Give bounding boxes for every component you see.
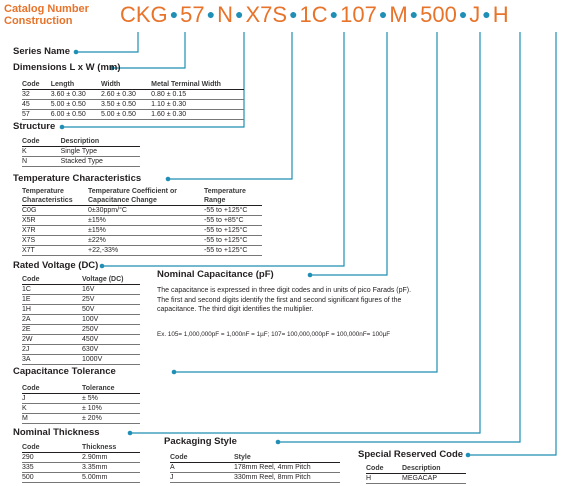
table-row <box>170 463 340 473</box>
table-cell: 1.60 ± 0.30 <box>151 110 244 120</box>
nominal-capacitance-example: Ex. 105= 1,000,000pF = 1,000nF = 1µF; 107= 100,000,000pF = 100,000nF= 100µF <box>157 331 391 338</box>
code-tolerance: M <box>389 2 408 27</box>
code-thickness: 500 <box>420 2 457 27</box>
dimensions-header-terminal: Metal Terminal Width <box>151 80 244 90</box>
connector-special <box>468 32 556 455</box>
temperature-header-coefficient: Temperature Coefficient or Capacitance Change <box>88 187 204 206</box>
table-row <box>22 226 262 236</box>
table-cell: ± 5% <box>82 394 140 404</box>
table-cell: X5R <box>22 216 88 226</box>
tolerance-header-value: Tolerance <box>82 384 140 394</box>
table-cell: 57 <box>22 110 51 120</box>
code-voltage: 1C <box>299 2 328 27</box>
table-cell: 2J <box>22 345 82 355</box>
table-cell: 1C <box>22 285 82 295</box>
temperature-header-range: Temperature Range <box>204 187 262 206</box>
dimensions-header-width: Width <box>101 80 151 90</box>
table-row <box>22 404 140 414</box>
header-title-line1: Catalog Number <box>4 3 89 15</box>
code-packaging: J <box>469 2 481 27</box>
table-row <box>22 305 140 315</box>
table-cell: 450V <box>82 335 140 345</box>
table-row <box>22 147 140 157</box>
table-cell: 25V <box>82 295 140 305</box>
table-cell: 50V <box>82 305 140 315</box>
table-cell: ±15% <box>88 216 204 226</box>
separator-dot-icon: ● <box>409 6 419 23</box>
separator-dot-icon: ● <box>378 6 388 23</box>
table-cell: 1000V <box>82 355 140 365</box>
table-cell: 1H <box>22 305 82 315</box>
packaging-table <box>170 453 340 483</box>
table-cell: 178mm Reel, 4mm Pitch <box>234 463 340 473</box>
table-cell: 630V <box>82 345 140 355</box>
dimensions-table <box>22 80 244 120</box>
special-code-title: Special Reserved Code <box>358 449 464 460</box>
separator-dot-icon: ● <box>482 6 491 23</box>
nominal-capacitance-title: Nominal Capacitance (pF) <box>157 269 274 280</box>
separator-dot-icon: ● <box>329 6 339 23</box>
table-row <box>22 90 244 100</box>
dimensions-header-code: Code <box>22 80 51 90</box>
table-cell: 250V <box>82 325 140 335</box>
table-row <box>366 474 466 484</box>
table-cell: 335 <box>22 463 82 473</box>
voltage-header-code: Code <box>22 275 82 285</box>
table-cell: H <box>366 474 402 484</box>
connector-dimension <box>112 32 185 68</box>
special-header-code: Code <box>366 464 402 474</box>
connector-end-dot <box>308 273 313 278</box>
separator-dot-icon: ● <box>458 6 468 23</box>
cap-tolerance-table <box>22 384 140 424</box>
table-cell: K <box>22 147 61 157</box>
table-cell: 0.80 ± 0.15 <box>151 90 244 100</box>
packaging-header-code: Code <box>170 453 234 463</box>
connector-end-dot <box>60 125 65 130</box>
table-row <box>22 157 140 167</box>
table-row <box>22 246 262 256</box>
connector-end-dot <box>466 453 471 458</box>
temperature-title: Temperature Characteristics <box>13 173 142 184</box>
table-row <box>22 236 262 246</box>
temperature-header-characteristics: Temperature Characteristics <box>22 187 88 206</box>
table-cell: ±15% <box>88 226 204 236</box>
table-row <box>22 206 262 216</box>
table-cell: 16V <box>82 285 140 295</box>
series-name-title: Series Name <box>13 46 71 57</box>
table-cell: MEGACAP <box>402 474 466 484</box>
table-row <box>22 325 140 335</box>
table-cell: 45 <box>22 100 51 110</box>
table-cell: -55 to +125°C <box>204 246 262 256</box>
table-cell: 6.00 ± 0.50 <box>51 110 101 120</box>
table-cell: C0G <box>22 206 88 216</box>
table-cell: ± 20% <box>82 414 140 424</box>
separator-dot-icon: ● <box>289 6 298 23</box>
packaging-title: Packaging Style <box>164 436 237 447</box>
code-temperature: X7S <box>245 2 288 27</box>
table-cell: 2E <box>22 325 82 335</box>
table-cell: K <box>22 404 82 414</box>
header-title-line2: Construction <box>4 15 73 27</box>
packaging-header-style: Style <box>234 453 340 463</box>
table-row <box>22 453 140 463</box>
table-cell: ±22% <box>88 236 204 246</box>
separator-dot-icon: ● <box>206 6 216 23</box>
table-row <box>22 295 140 305</box>
table-cell: Single Type <box>61 147 140 157</box>
special-code-table <box>366 464 466 484</box>
connector-packaging <box>278 32 520 442</box>
table-cell: 3.35mm <box>82 463 140 473</box>
table-cell: 5.00 ± 0.50 <box>51 100 101 110</box>
table-cell: 32 <box>22 90 51 100</box>
code-structure: N <box>217 2 233 27</box>
table-cell: X7R <box>22 226 88 236</box>
dimensions-title: Dimensions L x W (mm) <box>13 62 121 73</box>
table-cell: 3A <box>22 355 82 365</box>
code-series: CKG <box>120 2 168 27</box>
table-row <box>22 473 140 483</box>
structure-table <box>22 137 140 167</box>
table-cell: -55 to +85°C <box>204 216 262 226</box>
table-cell: 2.90mm <box>82 453 140 463</box>
connector-end-dot <box>166 177 171 182</box>
structure-title: Structure <box>13 121 56 132</box>
table-cell: ± 10% <box>82 404 140 414</box>
connector-end-dot <box>276 440 281 445</box>
temperature-table <box>22 187 262 256</box>
table-cell: X7T <box>22 246 88 256</box>
table-row <box>22 335 140 345</box>
connector-end-dot <box>100 264 105 269</box>
special-header-description: Description <box>402 464 466 474</box>
structure-header-description: Description <box>61 137 140 147</box>
table-cell: Stacked Type <box>61 157 140 167</box>
table-cell: J <box>22 394 82 404</box>
rated-voltage-table <box>22 275 140 365</box>
table-row <box>22 463 140 473</box>
tolerance-header-code: Code <box>22 384 82 394</box>
table-cell: 500 <box>22 473 82 483</box>
table-row <box>22 345 140 355</box>
table-row <box>22 110 244 120</box>
connector-series <box>76 32 138 52</box>
table-row <box>22 414 140 424</box>
separator-dot-icon: ● <box>235 6 244 23</box>
table-row <box>22 355 140 365</box>
table-cell: J <box>170 473 234 483</box>
thickness-header-value: Thickness <box>82 443 140 453</box>
table-cell: 1.10 ± 0.30 <box>151 100 244 110</box>
table-row <box>22 216 262 226</box>
connector-end-dot <box>74 50 79 55</box>
separator-dot-icon: ● <box>169 6 179 23</box>
code-capacitance: 107 <box>340 2 377 27</box>
table-cell: 330mm Reel, 8mm Pitch <box>234 473 340 483</box>
table-cell: 5.00mm <box>82 473 140 483</box>
table-row <box>22 394 140 404</box>
rated-voltage-title: Rated Voltage (DC) <box>13 260 99 271</box>
table-cell: X7S <box>22 236 88 246</box>
thickness-header-code: Code <box>22 443 82 453</box>
table-cell: 290 <box>22 453 82 463</box>
table-row <box>22 100 244 110</box>
table-row <box>170 473 340 483</box>
table-cell: 3.50 ± 0.50 <box>101 100 151 110</box>
table-cell: -55 to +125°C <box>204 236 262 246</box>
connector-end-dot <box>128 431 133 436</box>
table-cell: 0±30ppm/°C <box>88 206 204 216</box>
dimensions-header-length: Length <box>51 80 101 90</box>
table-cell: 100V <box>82 315 140 325</box>
table-cell: 3.60 ± 0.30 <box>51 90 101 100</box>
table-cell: N <box>22 157 61 167</box>
table-row <box>22 285 140 295</box>
structure-header-code: Code <box>22 137 61 147</box>
table-cell: 2.60 ± 0.30 <box>101 90 151 100</box>
connector-capacitance <box>310 32 387 275</box>
nominal-capacitance-description: The capacitance is expressed in three digit codes and in units of pico Farads (pF). The first and second digits identify the first and second significant figures of the capacitance. The third digit identifies the multiplier. <box>157 287 412 313</box>
table-cell: 2W <box>22 335 82 345</box>
table-cell: +22,-33% <box>88 246 204 256</box>
voltage-header-value: Voltage (DC) <box>82 275 140 285</box>
table-cell: M <box>22 414 82 424</box>
table-cell: 5.00 ± 0.50 <box>101 110 151 120</box>
nominal-thickness-title: Nominal Thickness <box>13 427 100 438</box>
table-cell: -55 to +125°C <box>204 206 262 216</box>
table-cell: -55 to +125°C <box>204 226 262 236</box>
connector-end-dot <box>172 370 177 375</box>
cap-tolerance-title: Capacitance Tolerance <box>13 366 116 377</box>
table-row <box>22 315 140 325</box>
code-special: H <box>492 2 509 27</box>
table-cell: 1E <box>22 295 82 305</box>
code-dimension: 57 <box>180 2 205 27</box>
nominal-thickness-table <box>22 443 140 483</box>
table-cell: A <box>170 463 234 473</box>
table-cell: 2A <box>22 315 82 325</box>
